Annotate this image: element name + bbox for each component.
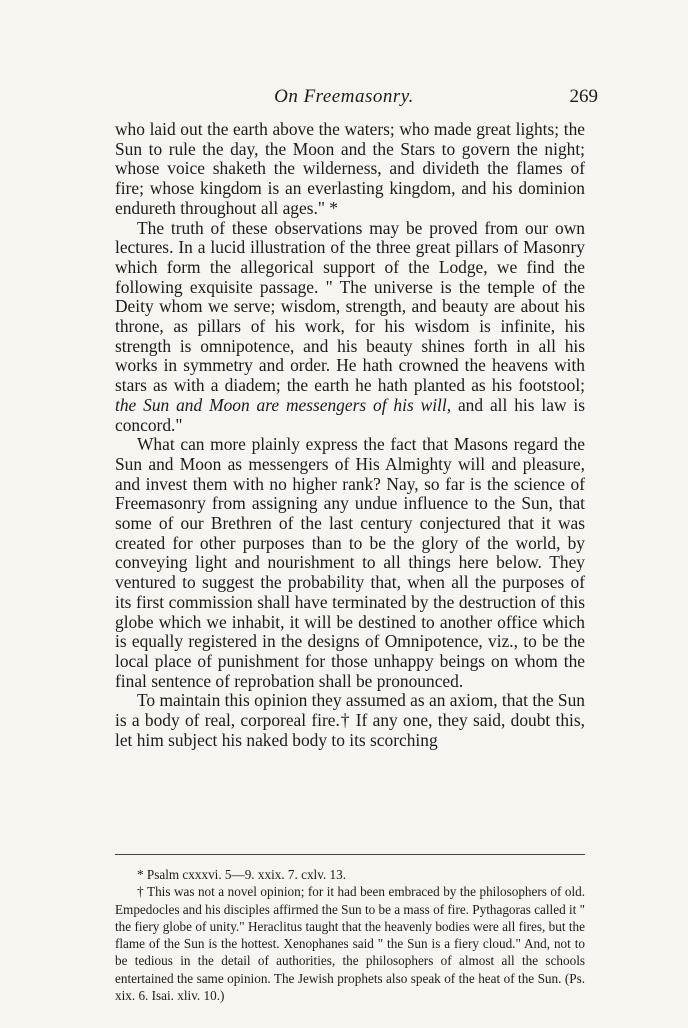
paragraph-2 — [115, 219, 585, 436]
paragraph-1: who laid out the earth above the waters; who made great lights; the Sun to rule the day, the Moon and the Stars to govern the night; whose voice shaketh the wilderness, and divideth the flames of fire; whose kingdom is an everlasting kingdom, and his dominion endureth throughout all ages." * — [115, 119, 585, 218]
footnotes — [115, 866, 585, 1004]
page-number: 269 — [569, 86, 598, 107]
footnote-rule — [115, 854, 585, 855]
page-header — [0, 86, 688, 110]
paragraph-4: To maintain this opinion they assumed as an axiom, that the Sun is a body of real, corporeal fire.† If any one, they said, doubt this, let him subject his naked body to its scorching — [115, 690, 585, 750]
paragraph-2-italic: the Sun and Moon are messengers of his will, — [115, 394, 452, 415]
body-text — [115, 120, 585, 751]
footnote-1: * Psalm cxxxvi. 5—9. xxix. 7. cxlv. 13. — [137, 867, 347, 882]
running-title: On Freemasonry. — [274, 86, 414, 107]
paragraph-3: What can more plainly express the fact that Masons regard the Sun and Moon as messengers of His Almighty will and pleasure, and invest them with no higher rank? Nay, so far is the science of Freemasonry from assigning any undue influence to the Sun, that some of our Brethren of the last century conjectured that it was created for other purposes than to be the glory of the world, by conveying light and nourishment to all things here below. They ventured to suggest the probability that, when all the purposes of its first commission shall have terminated by the destruction of this globe which we inhabit, it will be destined to another office which is equally registered in the designs of Omnipotence, viz., to be the local place of punishment for those unhappy beings on whom the final sentence of reprobation shall be pronounced. — [115, 434, 585, 691]
footnote-2: † This was not a novel opinion; for it had been embraced by the philosophers of old. Empedocles and his disciples affirmed the Sun to be a mass of fire. Pythagoras called it " the fiery globe of unity." Heraclitus taught that the heavenly bodies were all fires, but the flame of the Sun is the hottest. Xenophanes said " the Sun is a fiery cloud." And, not to be tedious in the detail of authorities, the philosophers of almost all the schools entertained the same opinion. The Jewish prophets also speak of the heat of the Sun. (Ps. xix. 6. Isai. xliv. 10.) — [115, 884, 585, 1004]
paragraph-2-end: and all his law is concord." — [115, 394, 585, 435]
paragraph-2-text: The truth of these observations may be proved from our own lectures. In a lucid illustration of the three great pillars of Masonry which form the allegorical support of the Lodge, we find the following exquisite passage. " The universe is the temple of the Deity whom we serve; wisdom, strength, and beauty are about his throne, as pillars of his work, for his wisdom is infinite, his strength is omnipotence, and his beauty shines forth in all his works in symmetry and order. He hath crowned the heavens with stars as with a diadem; the earth he hath planted as his footstool; — [115, 217, 585, 396]
